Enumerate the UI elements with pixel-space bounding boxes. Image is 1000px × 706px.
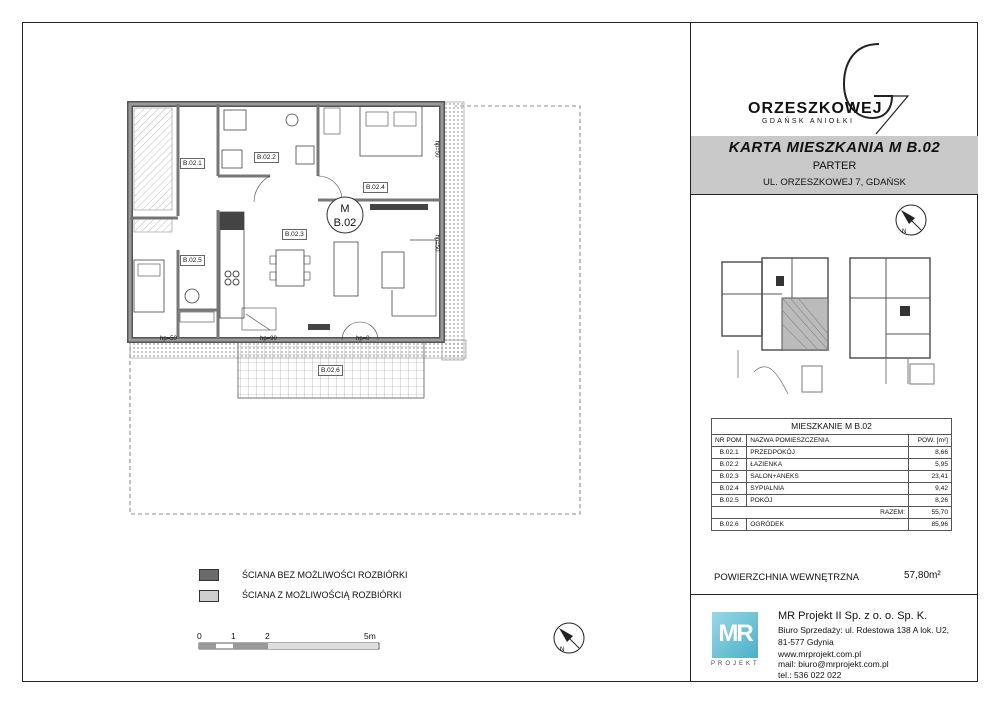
logo-name: ORZESZKOWEJ	[748, 100, 883, 117]
sill-height-label: hp=50	[433, 140, 440, 158]
room-label-b022: B.02.2	[254, 152, 279, 163]
panel-divider	[690, 22, 691, 682]
sill-height-label: hp=90	[260, 336, 277, 342]
header-nr: NR POM.	[712, 435, 747, 447]
legend-text-removable: ŚCIANA Z MOŻLIWOŚCIĄ ROZBIÓRKI	[242, 590, 402, 600]
header-name: NAZWA POMIESZCZENIA	[747, 435, 909, 447]
table-row: B.02.4 SYPIALNIA 9,42	[712, 483, 952, 495]
table-title: MIESZKANIE M B.02	[712, 419, 952, 435]
company-name: MR Projekt II Sp. z o. o. Sp. K.	[778, 610, 928, 622]
svg-text:N: N	[902, 229, 907, 235]
apartment-mark-top: M	[340, 203, 350, 215]
scale-bar	[198, 640, 382, 652]
legend-swatch-bearing	[199, 569, 219, 581]
sill-height-label: hp=50	[160, 336, 177, 342]
room-label-b025: B.02.5	[180, 255, 205, 266]
floor-plan	[120, 90, 590, 520]
room-label-b023: B.02.3	[282, 229, 307, 240]
card-title: KARTA MIESZKANIA M B.02	[728, 139, 941, 156]
apartment-mark-bottom: B.02	[333, 217, 357, 229]
company-mail[interactable]: mail: biuro@mrprojekt.com.pl	[778, 659, 889, 669]
logo-subtitle: GDAŃSK ANIOŁKI	[762, 118, 855, 125]
north-arrow-icon	[893, 202, 929, 238]
table-total-row: RAZEM: 55,70	[712, 507, 952, 519]
room-label-b024: B.02.4	[363, 182, 388, 193]
panel-line	[690, 194, 978, 195]
table-row: B.02.5 POKÓJ 8,26	[712, 495, 952, 507]
room-label-b026: B.02.6	[318, 365, 343, 376]
header-area: POW. [m²]	[909, 435, 952, 447]
legend-text-bearing: ŚCIANA BEZ MOŻLIWOŚCI ROZBIÓRKI	[242, 570, 408, 580]
company-address-1: Biuro Sprzedaży: ul. Rdestowa 138 A lok. U2,	[778, 625, 950, 635]
card-title-block	[691, 136, 978, 194]
svg-text:N: N	[560, 647, 565, 653]
table-row: B.02.2 ŁAZIENKA 5,95	[712, 459, 952, 471]
table-row: B.02.3 SALON+ANEKS 23,41	[712, 471, 952, 483]
sill-height-label: hp=0	[356, 336, 370, 342]
key-plan-left	[718, 254, 846, 400]
panel-line	[690, 594, 978, 595]
card-address: UL. ORZESZKOWEJ 7, GDAŃSK	[762, 177, 907, 188]
rooms-table	[711, 418, 952, 531]
company-tel: tel.: 536 022 022	[778, 670, 842, 680]
sill-height-label: hp=50	[433, 234, 440, 252]
key-plan-right	[846, 254, 946, 400]
scale-label-1: 1	[231, 631, 236, 641]
scale-label-2: 2	[265, 631, 270, 641]
company-web[interactable]: www.mrprojekt.com.pl	[778, 649, 862, 659]
table-row-garden: B.02.6 OGRÓDEK 85,96	[712, 519, 952, 531]
mr-projekt-logo-text: PROJEKT	[711, 661, 760, 667]
room-label-b021: B.02.1	[180, 158, 205, 169]
scale-label-0: 0	[197, 631, 202, 641]
inner-area-label: POWIERZCHNIA WEWNĘTRZNA	[714, 572, 860, 583]
card-floor: PARTER	[812, 160, 857, 172]
north-arrow-icon	[551, 620, 587, 656]
scale-label-5: 5m	[364, 631, 376, 641]
company-address-2: 81-577 Gdynia	[778, 637, 834, 647]
inner-area-value: 57,80m²	[904, 570, 941, 581]
mr-projekt-logo: MR	[712, 612, 758, 658]
legend-swatch-removable	[199, 590, 219, 602]
table-row: B.02.1 PRZEDPOKÓJ 8,66	[712, 447, 952, 459]
